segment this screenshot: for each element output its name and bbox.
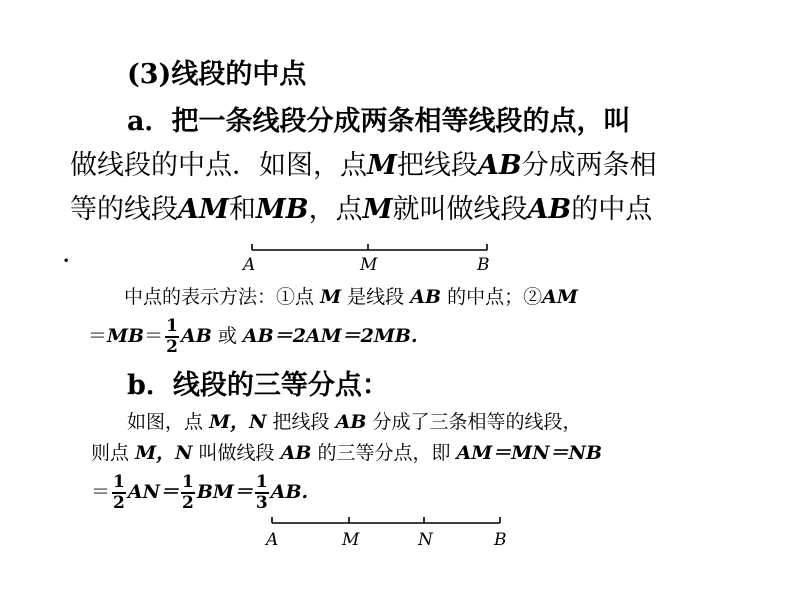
text: 是线段 [347, 286, 405, 308]
term-BM: BM＝ [196, 481, 253, 503]
label-A: A [243, 255, 256, 275]
var-AM: AM [178, 194, 229, 225]
text: 把线段 [396, 150, 478, 181]
text: 等的线段 [70, 194, 178, 225]
fraction-half [181, 474, 195, 512]
var-AB: AB [410, 286, 442, 308]
fraction-half [112, 474, 126, 512]
frac-num: 1 [255, 472, 268, 492]
para-a-text: a．把一条线段分成两条相等线段的点，叫 [127, 106, 631, 137]
text-or: 或 [217, 325, 237, 347]
var-AB: AB [280, 442, 312, 464]
fraction-half [165, 318, 179, 356]
var-MB: MB [107, 325, 145, 347]
var-AM: AM [542, 286, 578, 308]
para-a-line3 [70, 194, 652, 226]
figure1-lines [252, 244, 487, 250]
text: 的三等分点，即 [317, 442, 451, 464]
label-B: B [477, 255, 490, 275]
var-MB: MB [255, 194, 309, 225]
text: 叫做线段 [198, 442, 275, 464]
var-AB: AB [180, 325, 212, 347]
section-heading: (3)线段的中点 [127, 59, 307, 90]
para-a-line4: ． [62, 238, 89, 269]
text: 把线段 [272, 411, 330, 433]
frac-num: 1 [166, 316, 178, 336]
var-M: M [362, 194, 393, 225]
trisect-line3 [91, 474, 308, 512]
term-AB: AB. [270, 481, 309, 503]
frac-den: 2 [181, 493, 194, 513]
text: 就叫做线段 [392, 194, 528, 225]
para-a-line2 [70, 150, 657, 182]
fraction-third [255, 474, 269, 512]
text: 如图，点 [127, 411, 204, 433]
text: 的中点 [571, 194, 653, 225]
frac-num: 1 [181, 472, 194, 492]
var-AB: AB [477, 150, 522, 181]
text: 则点 [91, 442, 130, 464]
equals: ＝ [88, 325, 108, 347]
equals: ＝ [91, 481, 111, 503]
var-M: M [320, 286, 342, 308]
text: 和 [228, 194, 256, 225]
para-a-line1 [127, 106, 631, 138]
equation: AB＝2AM＝2MB. [242, 325, 418, 347]
var-MN: M，N [135, 442, 193, 464]
notation-line2 [88, 318, 418, 356]
label-B-2: B [494, 530, 507, 550]
text: 中点的表示方法：①点 [124, 286, 315, 308]
frac-num: 1 [113, 472, 125, 492]
label-N-2: N [418, 530, 433, 550]
frac-den: 2 [113, 493, 125, 513]
text: 分成两条相 [521, 150, 657, 181]
label-M: M [360, 255, 378, 275]
equation: AM＝MN＝NB [456, 442, 603, 464]
var-AB: AB [527, 194, 572, 225]
frac-den: 3 [255, 493, 268, 513]
notation-line1 [124, 285, 578, 309]
label-M-2: M [342, 530, 360, 550]
var-MN: M，N [209, 411, 267, 433]
text: 的中点；② [447, 286, 543, 308]
figure2-lines [272, 517, 500, 523]
heading-b: b．线段的三等分点： [127, 370, 389, 401]
trisect-line1 [127, 410, 581, 434]
term-AN: AN＝ [127, 481, 179, 503]
var-AB: AB [335, 411, 367, 433]
equals: ＝ [144, 325, 164, 347]
var-M: M [367, 150, 397, 181]
text: 分成了三条相等的线段， [372, 411, 582, 433]
trisect-line2 [91, 441, 602, 465]
frac-den: 2 [166, 337, 178, 357]
text: 做线段的中点．如图，点 [70, 150, 367, 181]
text: ，点 [308, 194, 363, 225]
label-A-2: A [266, 530, 279, 550]
